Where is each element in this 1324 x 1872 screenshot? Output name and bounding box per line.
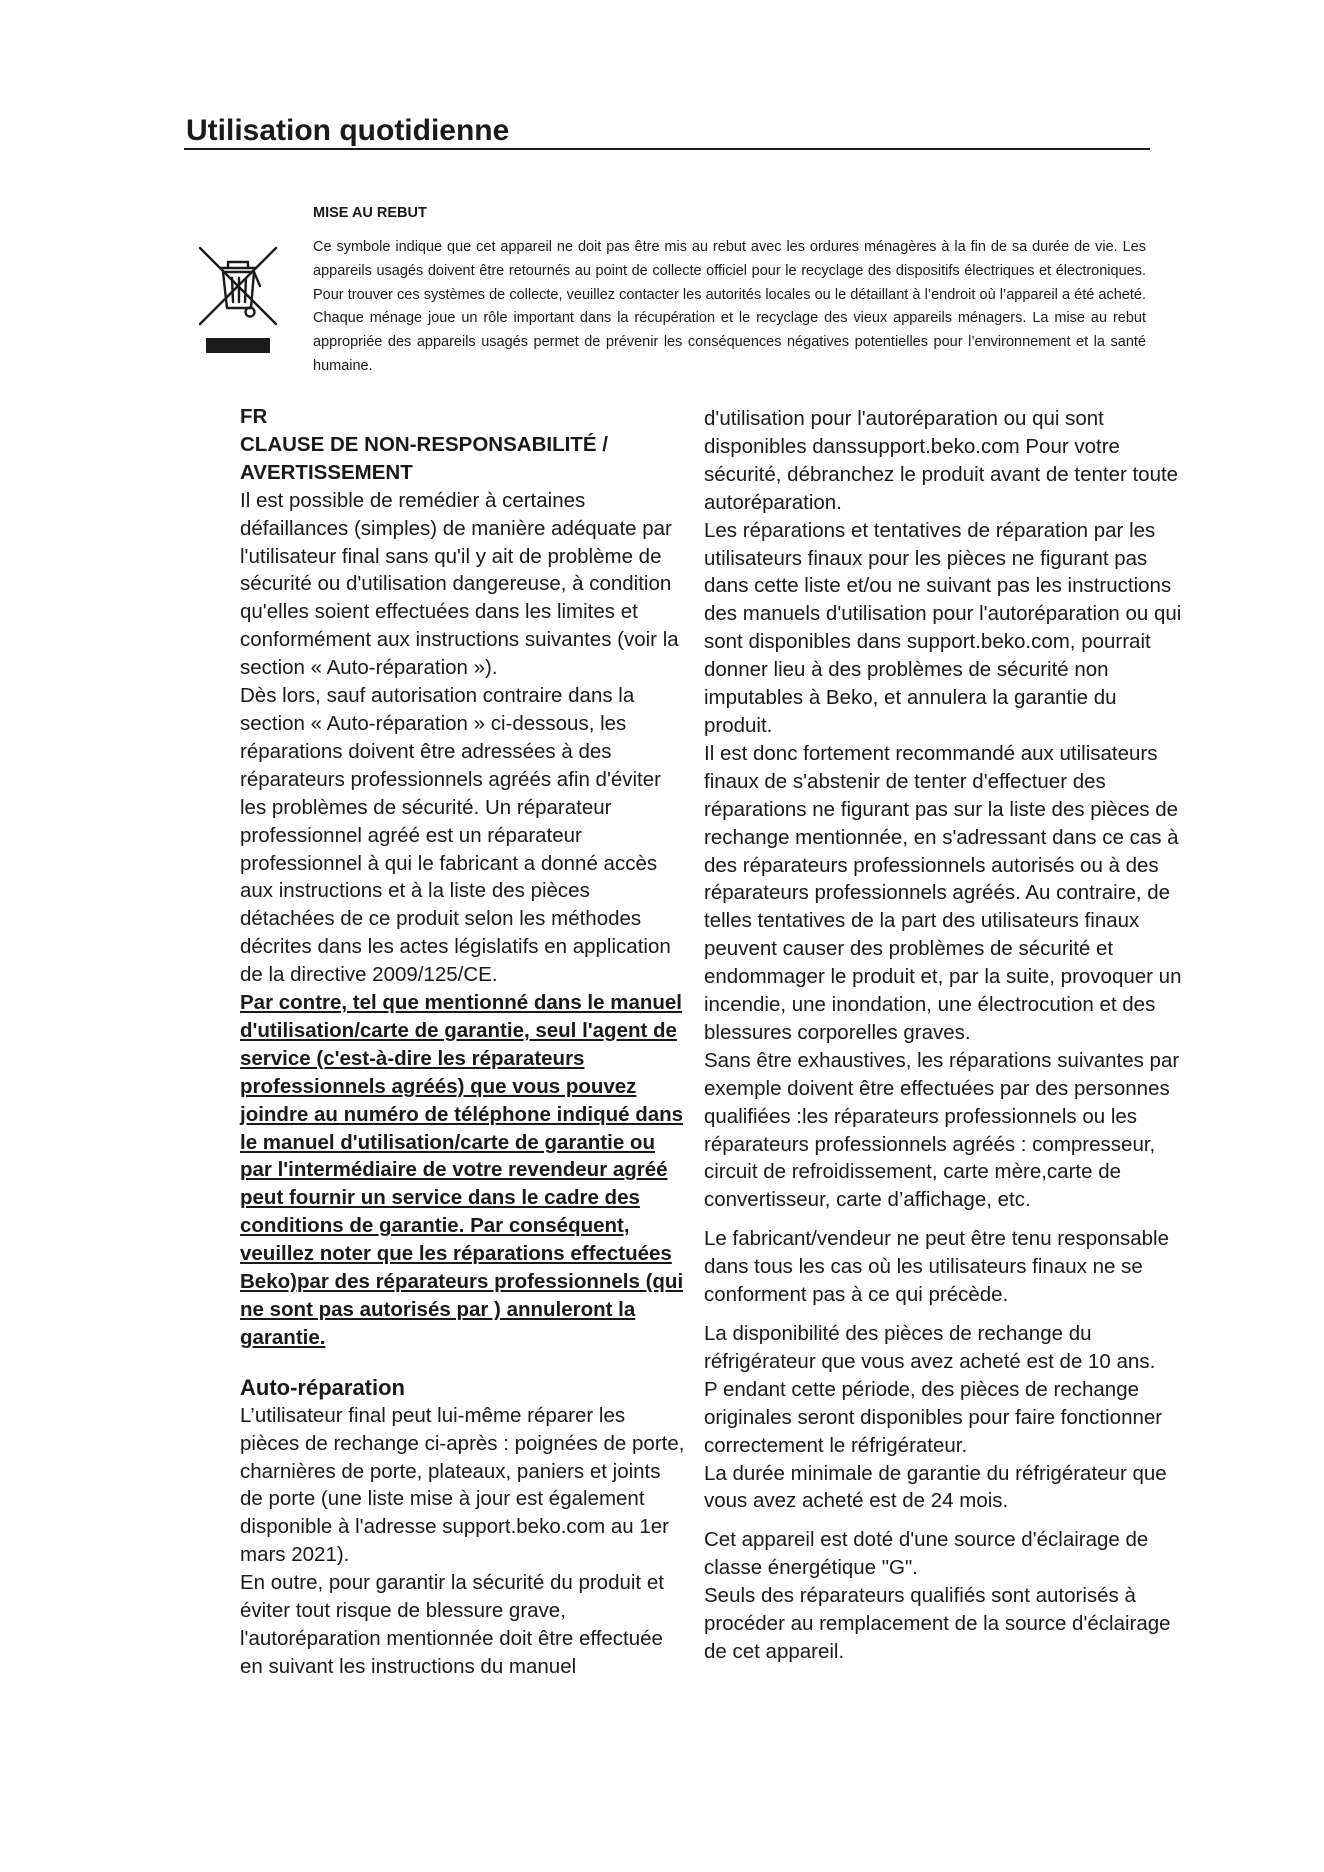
warranty-notice: Par contre, tel que mentionné dans le manuel d'utilisation/carte de garantie, seul l'agent de service (c'est-à-dire les réparateurs professionnels agréés) que vous pouvez joindre au numéro de téléphone indiqué dans le manuel d'utilisation/carte de garantie ou par l'intermédiaire de votre revendeur agréé peut fournir un service dans le cadre des conditions de garantie. Par conséquent, veuillez noter que les réparations effectuées Beko)par des réparateurs professionnels (qui ne sont pas autorisés par ) annuleront la garantie. (240, 991, 684, 1349)
disposal-heading: MISE AU REBUT (313, 205, 427, 221)
warranty-duration-paragraph: La durée minimale de garantie du réfrigérateur que vous avez acheté est de 24 mois. (704, 1461, 1167, 1513)
self-repair-paragraph: En outre, pour garantir la sécurité du produit et éviter tout risque de blessure grave, l'autoréparation mentionnée doit être effectuée en suivant les instructions du manuel (240, 1571, 664, 1678)
left-column (240, 403, 685, 1681)
title-divider (184, 148, 1150, 150)
liability-paragraph: Le fabricant/vendeur ne peut être tenu responsable dans tous les cas où les utilisateurs finaux ne se conforment pas à ce qui précède. (704, 1227, 1169, 1307)
page-title: Utilisation quotidienne (186, 114, 510, 147)
lighting-paragraph: Cet appareil est doté d'une source d'éclairage de classe énergétique "G". (704, 1528, 1149, 1580)
repair-paragraph: Les réparations et tentatives de réparation par les utilisateurs finaux pour les pièces ne figurant pas dans cette liste et/ou ne suivant pas les instructions des manuels d'utilisation pour l'autoréparation ou qui sont disponibles dans support.beko.com, pourrait donner lieu à des problèmes de sécurité non imputables à Beko, et annulera la garantie du produit. (704, 518, 1182, 737)
repair-paragraph: Sans être exhaustives, les réparations suivantes par exemple doivent être effectuées par des personnes qualifiées :les réparateurs professionnels ou les réparateurs professionnels agréés : compresseur, circuit de refroidissement, carte mère,carte de convertisseur, carte d’affichage, etc. (704, 1048, 1180, 1212)
self-repair-paragraph: charnières de porte, plateaux, paniers et joints de porte (une liste mise à jour est également disponible à l'adresse support.beko.com au 1er mars 2021). (240, 1459, 669, 1567)
self-repair-heading: Auto-réparation (240, 1374, 405, 1400)
spare-parts-paragraph: P endant cette période, des pièces de rechange originales seront disponibles pour faire fonctionner correctement le réfrigérateur. (704, 1377, 1163, 1457)
disclaimer-paragraph: Il est possible de remédier à certaines défaillances (simples) de manière adéquate par l'utilisateur final sans qu'il y ait de problème de sécurité ou d'utilisation dangereuse, à condition qu'elles soient effectuées dans les limites et conformément aux instructions suivantes (voir la section « Auto-réparation »). (240, 488, 679, 680)
disposal-text: Ce symbole indique que cet appareil ne doit pas être mis au rebut avec les ordures ménagères à la fin de sa durée de vie. Les appareils usagés doivent être retournés au point de collecte officiel pour le recyclage des dispositifs électriques et électroniques. Pour trouver ces systèmes de collecte, veuillez contacter les autorités locales ou le détaillant à l’endroit où l’appareil a été acheté. Chaque ménage joue un rôle important dans la récupération et le recyclage des vieux appareils ménagers. La mise au rebut appropriée des appareils usagés permet de prévenir les conséquences négatives potentielles pour l’environnement et la santé humaine. (313, 239, 1146, 374)
spare-parts-paragraph: La disponibilité des pièces de rechange du réfrigérateur que vous avez acheté est de 10 ans. (704, 1322, 1156, 1373)
crossed-out-wheelie-bin-icon (198, 246, 278, 328)
language-code: FR (240, 405, 268, 428)
weee-marking-bar (206, 338, 270, 353)
repair-paragraph: Il est donc fortement recommandé aux utilisateurs finaux de s'abstenir de tenter d'effectuer des réparations ne figurant pas sur la liste des pièces de rechange mentionnée, en s'adressant dans ce cas à des réparateurs professionnels autorisés ou à des réparateurs professionnels agréés. Au contraire, de telles tentatives de la part des utilisateurs finaux peuvent causer des problèmes de sécurité et endommager le produit et, par la suite, provoquer un incendie, une inondation, une électrocution et des blessures corporelles graves. (704, 741, 1182, 1044)
self-repair-paragraph: L’utilisateur final peut lui-même réparer les pièces de rechange ci-après : poignées de porte, (240, 1403, 685, 1455)
disclaimer-heading: CLAUSE DE NON-RESPONSABILITÉ / AVERTISSEMENT (240, 432, 608, 484)
disclaimer-paragraph: Dès lors, sauf autorisation contraire dans la section « Auto-réparation » ci-dessous, les réparations doivent être adressées à des réparateurs professionnels agréés afin d'éviter les problèmes de sécurité. Un réparateur professionnel agréé est un réparateur professionnel à qui le fabricant a donné accès aux instructions et à la liste des pièces détachées de ce produit selon les méthodes décrites dans les actes législatifs en application de la directive 2009/125/CE. (240, 684, 671, 987)
right-column (704, 405, 1184, 1666)
repair-paragraph: d'utilisation pour l'autoréparation ou qui sont disponibles danssupport.beko.com Pour votre sécurité, débranchez le produit avant de tenter toute autoréparation. (704, 407, 1179, 514)
lighting-paragraph: Seuls des réparateurs qualifiés sont autorisés à procéder au remplacement de la source d'éclairage de cet appareil. (704, 1584, 1171, 1663)
